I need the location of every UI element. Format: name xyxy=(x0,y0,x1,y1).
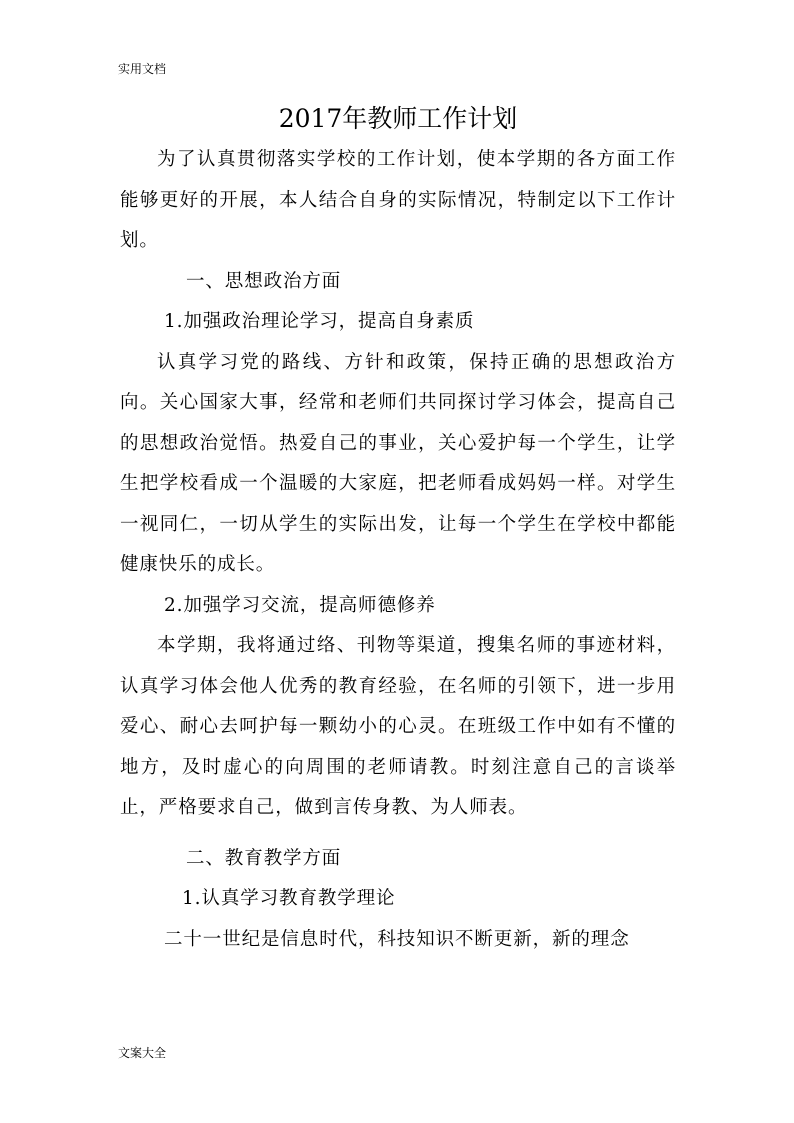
section-heading-teaching: 二、教育教学方面 xyxy=(186,847,342,869)
document-body xyxy=(120,100,676,960)
paragraph-political-study: 认真学习党的路线、方针和政策，保持正确的思想政治方向。关心国家大事，经常和老师们共同探讨学习体会，提高自己的思想政治觉悟。热爱自己的事业，关心爱护每一个学生，让学生把学校看成一个温暖的大家庭，把老师看成妈妈一样。对学生一视同仁，一切从学生的实际出发，让每一个学生在学校中都能健康快乐的成长。 xyxy=(120,351,676,575)
paragraph-teaching-theory: 二十一世纪是信息时代，科技知识不断更新，新的理念 xyxy=(164,928,630,950)
intro-paragraph: 为了认真贯彻落实学校的工作计划，使本学期的各方面工作能够更好的开展，本人结合自身的实际情况，特制定以下工作计划。 xyxy=(120,149,676,251)
subsection-heading-teaching-theory: 1.认真学习教育教学理论 xyxy=(182,888,396,909)
subsection-heading-political-study: 1.加强政治理论学习，提高自身素质 xyxy=(164,311,475,332)
page-header-label: 实用文档 xyxy=(118,62,167,76)
document-title: 2017年教师工作计划 xyxy=(278,104,518,133)
paragraph-ethics: 本学期，我将通过络、刊物等渠道，搜集名师的事迹材料，认真学习体会他人优秀的教育经验，在名师的引领下，进一步用爱心、耐心去呵护每一颗幼小的心灵。在班级工作中如有不懂的地方，及时虚心的向周围的老师请教。时刻注意自己的言谈举止，严格要求自己，做到言传身教、为人师表。 xyxy=(120,635,676,818)
section-heading-ideology: 一、思想政治方面 xyxy=(186,270,342,292)
subsection-heading-ethics: 2.加强学习交流，提高师德修养 xyxy=(164,594,436,616)
page-footer-label: 文案大全 xyxy=(118,1046,167,1060)
